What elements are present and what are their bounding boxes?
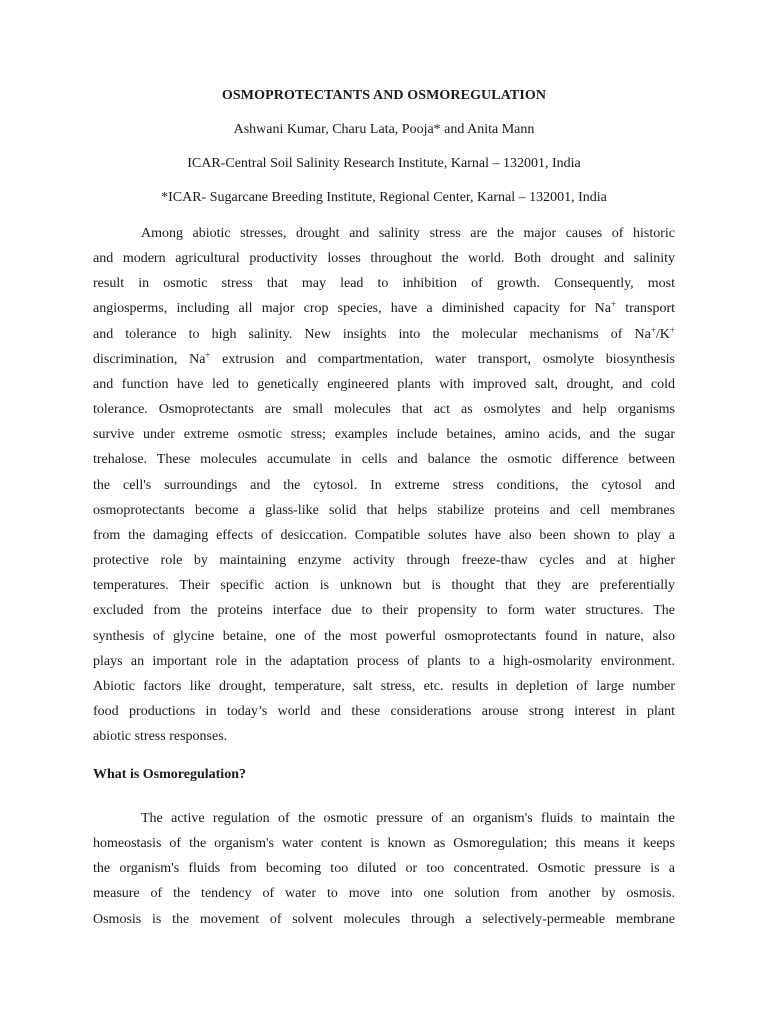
text-line: excluded from the proteins interface due to their propensity to form water structures. The <box>93 603 675 619</box>
text-line: Abiotic factors like drought, temperature, salt stress, etc. results in depletion of large number <box>93 678 675 694</box>
text-line: temperatures. Their specific action is unknown but is thought that they are preferentially <box>93 578 675 594</box>
affiliation-1: ICAR-Central Soil Salinity Research Institute, Karnal – 132001, India <box>187 156 581 171</box>
text-line: from the damaging effects of desiccation. Compatible solutes have also been shown to play a <box>93 527 675 543</box>
text-line: and function have led to genetically engineered plants with improved salt, drought, and cold <box>93 376 675 392</box>
document-title: OSMOPROTECTANTS AND OSMOREGULATION <box>221 88 547 103</box>
text-line: discrimination, Na+ extrusion and compartmentation, water transport, osmolyte biosynthesis <box>93 349 675 367</box>
text-line: Among abiotic stresses, drought and salinity stress are the major causes of historic <box>141 226 675 241</box>
affiliation-2: *ICAR- Sugarcane Breeding Institute, Regional Center, Karnal – 132001, India <box>161 190 607 205</box>
text-line: food productions in today’s world and these considerations arouse strong interest in plant <box>93 703 675 719</box>
abstract-paragraph <box>93 221 675 749</box>
text-line: Osmosis is the movement of solvent molecules through a selectively-permeable membrane <box>93 911 675 927</box>
text-line: measure of the tendency of water to move into one solution from another by osmosis. <box>93 886 675 902</box>
text-line: The active regulation of the osmotic pressure of an organism's fluids to maintain the <box>141 811 675 826</box>
text-line: angiosperms, including all major crop species, have a diminished capacity for Na+ transport <box>93 299 676 317</box>
text-line: and modern agricultural productivity losses throughout the world. Both drought and salinity <box>93 251 675 267</box>
text-line: homeostasis of the organism's water content is known as Osmoregulation; this means it keeps <box>93 836 675 852</box>
text-line: the organism's fluids from becoming too diluted or too concentrated. Osmotic pressure is a <box>93 861 675 877</box>
text-line: trehalose. These molecules accumulate in cells and balance the osmotic difference between <box>93 452 675 468</box>
text-line: survive under extreme osmotic stress; examples include betaines, amino acids, and the sugar <box>93 427 675 443</box>
text-line: result in osmotic stress that may lead to inhibition of growth. Consequently, most <box>93 276 675 292</box>
text-line: synthesis of glycine betaine, one of the most powerful osmoprotectants found in nature, also <box>93 628 675 644</box>
text-line: protective role by maintaining enzyme activity through freeze-thaw cycles and at higher <box>93 553 675 569</box>
body-paragraph <box>93 806 675 932</box>
text-line: and tolerance to high salinity. New insights into the molecular mechanisms of Na+/K+ <box>93 324 675 342</box>
authors-line: Ashwani Kumar, Charu Lata, Pooja* and Anita Mann <box>233 122 535 137</box>
section-heading: What is Osmoregulation? <box>93 767 246 782</box>
text-line: osmoprotectants become a glass-like solid that helps stabilize proteins and cell membranes <box>93 502 675 518</box>
text-line: abiotic stress responses. <box>93 729 228 745</box>
text-line: tolerance. Osmoprotectants are small molecules that act as osmolytes and help organisms <box>93 402 675 418</box>
text-line: plays an important role in the adaptation process of plants to a high-osmolarity environment. <box>93 653 675 669</box>
text-line: the cell's surroundings and the cytosol. In extreme stress conditions, the cytosol and <box>93 477 675 493</box>
